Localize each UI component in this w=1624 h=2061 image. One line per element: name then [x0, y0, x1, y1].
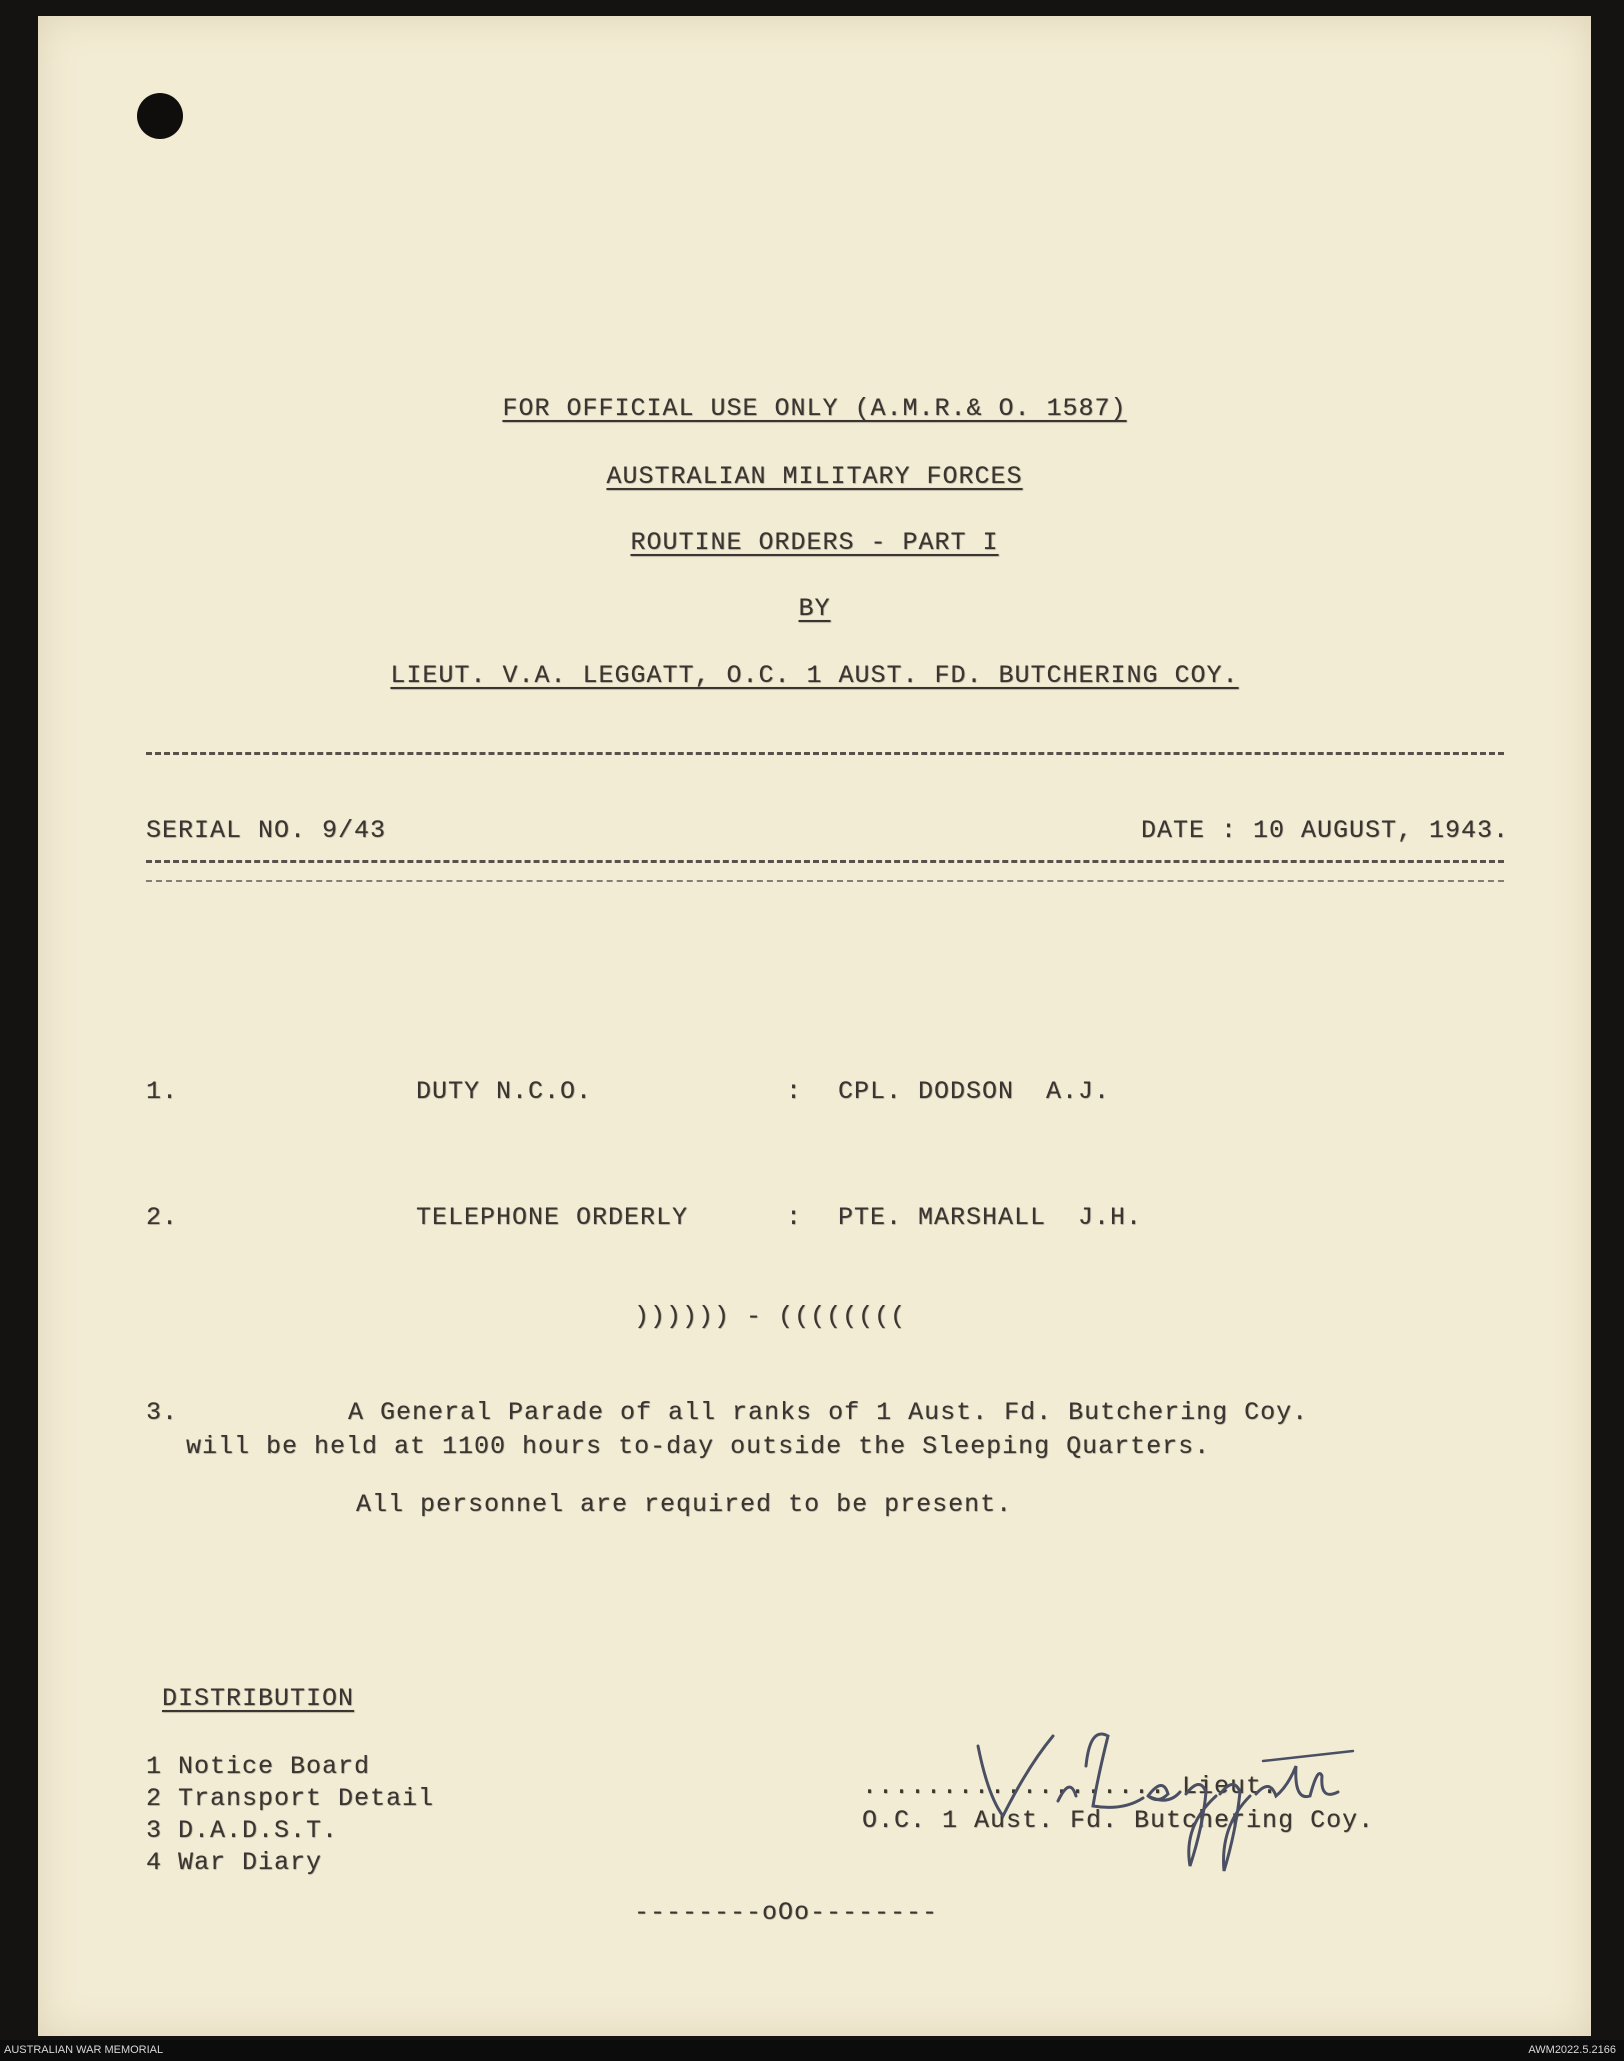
order-text-line: A General Parade of all ranks of 1 Aust. Fd. Butchering Coy. [348, 1398, 1309, 1427]
classification-heading: FOR OFFICIAL USE ONLY (A.M.R.& O. 1587) [502, 394, 1127, 423]
list-item: 4 War Diary [146, 1848, 323, 1877]
bottom-rule [146, 860, 1504, 863]
order-number: 2. [146, 1203, 179, 1232]
signatory-title: O.C. 1 Aust. Fd. Butchering Coy. [862, 1806, 1375, 1835]
list-item: 1 Notice Board [146, 1752, 371, 1781]
section-separator: )))))) - (((((((( [634, 1302, 907, 1331]
top-rule [146, 752, 1504, 755]
order-separator: : [786, 1077, 803, 1106]
order-text-line: will be held at 1100 hours to-day outside the Sleeping Quarters. [186, 1432, 1211, 1461]
order-number: 3. [146, 1398, 179, 1427]
end-mark: --------oOo-------- [634, 1898, 939, 1927]
signature-line: ................... Lieut. [862, 1772, 1279, 1801]
order-person: CPL. DODSON A.J. [838, 1077, 1111, 1106]
bottom-rule-faint [146, 880, 1504, 882]
order-date: DATE : 10 AUGUST, 1943. [1140, 816, 1509, 845]
order-type-heading: ROUTINE ORDERS - PART I [630, 528, 999, 557]
order-role: DUTY N.C.O. [416, 1077, 593, 1106]
document-page [38, 16, 1591, 2036]
by-heading: BY [798, 594, 831, 623]
archive-label: AUSTRALIAN WAR MEMORIAL [4, 2044, 164, 2056]
list-item: 3 D.A.D.S.T. [146, 1816, 339, 1845]
archive-reference: AWM2022.5.2166 [1528, 2044, 1616, 2056]
order-number: 1. [146, 1077, 179, 1106]
issuer-heading: LIEUT. V.A. LEGGATT, O.C. 1 AUST. FD. BUTCHERING COY. [390, 661, 1239, 690]
order-person: PTE. MARSHALL J.H. [838, 1203, 1143, 1232]
order-separator: : [786, 1203, 803, 1232]
distribution-title: DISTRIBUTION [162, 1684, 355, 1713]
list-item: 2 Transport Detail [146, 1784, 435, 1813]
organisation-heading: AUSTRALIAN MILITARY FORCES [606, 462, 1023, 491]
order-role: TELEPHONE ORDERLY [416, 1203, 689, 1232]
order-text-line: All personnel are required to be present. [356, 1490, 1013, 1519]
serial-number: SERIAL NO. 9/43 [146, 816, 387, 845]
handwritten-signature [958, 1706, 1378, 1876]
punch-hole [137, 93, 183, 139]
